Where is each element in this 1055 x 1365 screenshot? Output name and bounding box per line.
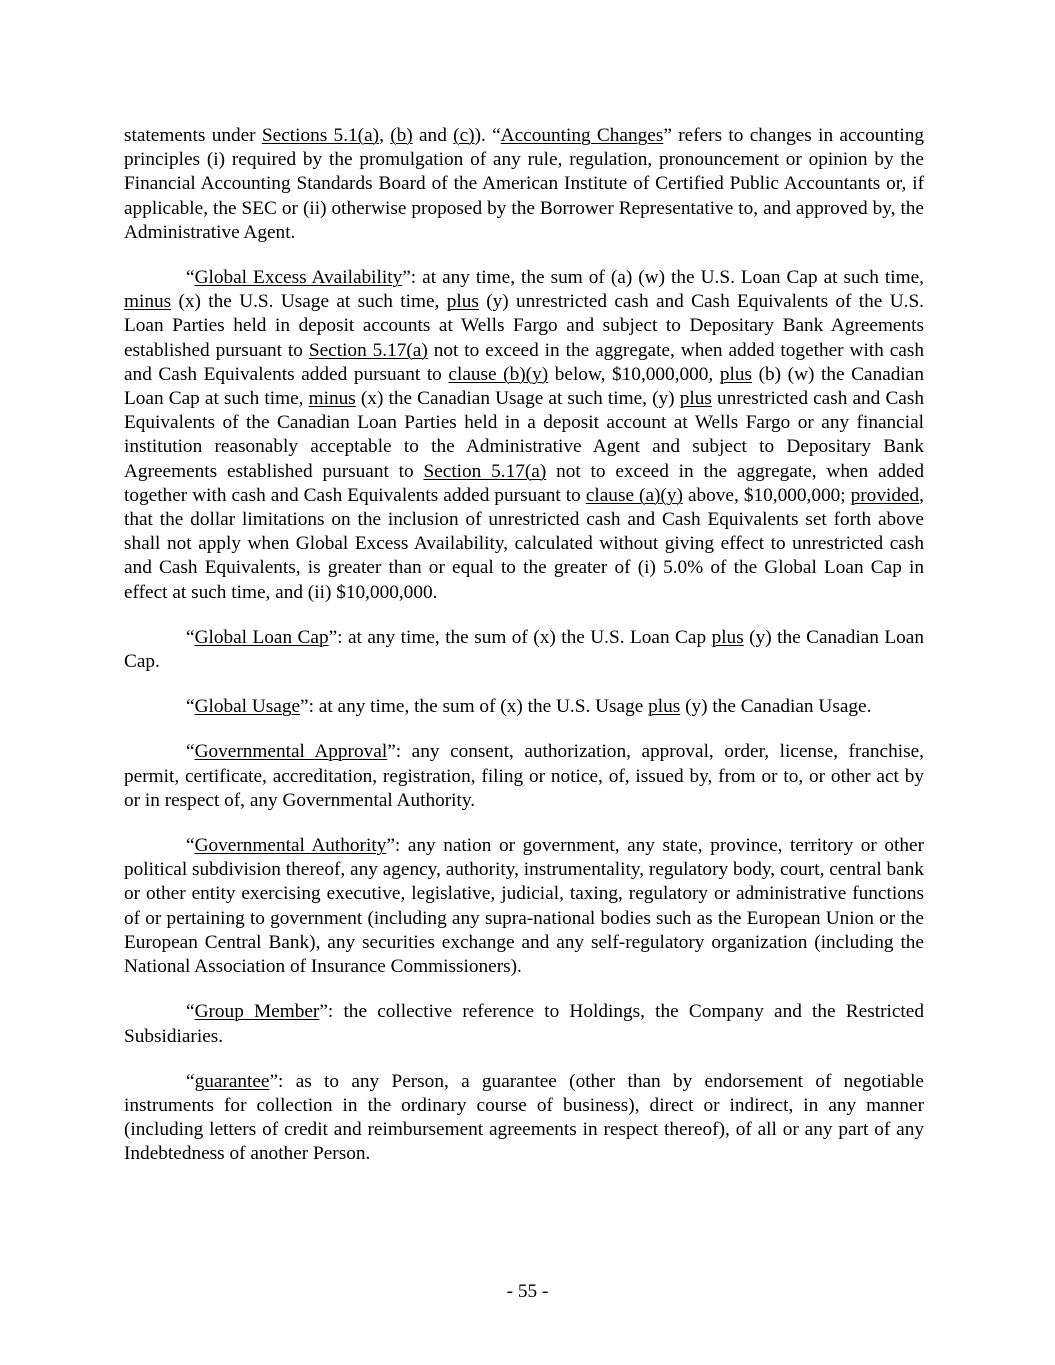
defined-term: Governmental Approval: [194, 741, 388, 763]
paragraph: [124, 124, 924, 245]
paragraph-text: ). “: [474, 125, 501, 146]
paragraph-text: not to exceed in the aggregate, when added together with cash and Cash Equivalents added pursuant to: [124, 339, 925, 385]
paragraph: [124, 740, 924, 813]
paragraph-text: (b) (w) the Canadian Loan Cap at such time,: [124, 363, 924, 410]
paragraph-text: statements under: [124, 125, 262, 146]
defined-term: Global Usage: [194, 696, 301, 718]
defined-term: plus: [711, 626, 744, 648]
defined-term: Global Loan Cap: [194, 626, 329, 648]
paragraph: [124, 626, 924, 674]
paragraph-text: (x) the U.S. Usage at such time,: [171, 291, 447, 313]
defined-term: plus: [648, 696, 681, 718]
page-number: - 55 -: [506, 1281, 549, 1302]
defined-term: Global Excess Availability: [194, 267, 403, 289]
paragraph-text: and: [412, 125, 454, 146]
paragraph: [124, 1070, 924, 1167]
defined-term: Group Member: [194, 1001, 320, 1023]
paragraph-text: “: [186, 741, 195, 763]
defined-term: (c): [453, 125, 475, 146]
document-body: [124, 124, 924, 1167]
paragraph-text: “: [186, 1070, 195, 1092]
paragraph-text: ” refers to changes in accounting principles (i) required by the promulgation of any rule, regulation, pronouncement or opinion by the Financial Accounting Standards Board of the American Institute of Certified Public Accountants or, if applicable, the SEC or (ii) otherwise proposed by the Borrower Representative to, and approved by, the Administrative Agent.: [124, 125, 925, 243]
paragraph: [124, 266, 924, 605]
defined-term: plus: [679, 388, 712, 410]
paragraph-text: above, $10,000,000;: [682, 484, 851, 506]
paragraph-text: “: [186, 626, 195, 648]
defined-term: plus: [719, 363, 752, 385]
defined-term: clause (b)(y): [448, 363, 549, 385]
paragraph-text: , that the dollar limitations on the inclusion of unrestricted cash and Cash Equivalents set forth above shall not apply when Global Excess Availability, calculated without giving effect to unrestricted cash and Cash Equivalents, is greater than or equal to the greater of (i) 5.0% of the Global Loan Cap in effect at such time, and (ii) $10,000,000.: [124, 484, 924, 603]
paragraph-text: (y) the Canadian Loan Cap.: [124, 626, 924, 673]
defined-term: Sections 5.1(a): [261, 125, 380, 146]
paragraph-text: (y) the Canadian Usage.: [680, 696, 872, 718]
paragraph-text: “: [186, 267, 195, 289]
defined-term: clause (a)(y): [585, 484, 683, 506]
paragraph: [124, 1000, 924, 1048]
defined-term: minus: [308, 388, 356, 410]
paragraph-text: ”: any consent, authorization, approval, order, license, franchise, permit, certificate, accreditation, registration, filing or notice, of, issued by, from or to, or other act by or in respect of, any Governmental Authority.: [124, 741, 924, 811]
defined-term: plus: [446, 291, 479, 313]
paragraph-text: below, $10,000,000,: [548, 363, 720, 385]
paragraph-text: not to exceed in the aggregate, when added together with cash and Cash Equivalents added pursuant to: [124, 460, 925, 506]
paragraph-text: “: [186, 835, 195, 857]
defined-term: Governmental Authority: [194, 835, 387, 857]
paragraph-text: ”: at any time, the sum of (x) the U.S. Loan Cap: [328, 626, 712, 648]
paragraph-text: ,: [379, 125, 391, 146]
paragraph-text: ”: at any time, the sum of (a) (w) the U.S. Loan Cap at such time,: [402, 267, 924, 289]
paragraph-text: (y) unrestricted cash and Cash Equivalents of the U.S. Loan Parties held in deposit accounts at Wells Fargo and subject to Depositary Bank Agreements established pursuant to: [124, 291, 924, 361]
defined-term: Section 5.17(a): [423, 460, 547, 482]
paragraph-text: ”: any nation or government, any state, province, territory or other political subdivision thereof, any agency, authority, instrumentality, regulatory body, court, central bank or other entity exercising executive, legislative, judicial, taxing, regulatory or administrative functions of or pertaining to government (including any supra-national bodies such as the European Union or the European Central Bank), any securities exchange and any self-regulatory organization (including the National Association of Insurance Commissioners).: [124, 835, 925, 978]
paragraph-text: ”: at any time, the sum of (x) the U.S. Usage: [300, 696, 649, 718]
paragraph: [124, 834, 924, 979]
defined-term: (b): [390, 125, 413, 146]
defined-term: provided: [850, 484, 920, 506]
defined-term: guarantee: [194, 1070, 270, 1092]
paragraph-text: ”: as to any Person, a guarantee (other than by endorsement of negotiable instruments for collection in the ordinary course of business), direct or indirect, in any manner (including letters of credit and reimbursement agreements in respect thereof), of all or any part of any Indebtedness of another Person.: [124, 1070, 924, 1165]
paragraph-text: ”: the collective reference to Holdings, the Company and the Restricted Subsidiaries.: [124, 1001, 924, 1047]
paragraph-text: “: [186, 696, 195, 718]
defined-term: minus: [124, 291, 172, 313]
paragraph: [124, 695, 924, 719]
defined-term: Accounting Changes: [500, 125, 664, 146]
paragraph-text: “: [186, 1001, 195, 1023]
document-page: [124, 124, 924, 1188]
paragraph-text: (x) the Canadian Usage at such time, (y): [355, 388, 680, 410]
defined-term: Section 5.17(a): [308, 339, 428, 361]
paragraph-text: unrestricted cash and Cash Equivalents of the Canadian Loan Parties held in a deposit account at Wells Fargo or any financial institution reasonably acceptable to the Administrative Agent and subject to Depositary Bank Agreements established pursuant to: [124, 388, 925, 482]
